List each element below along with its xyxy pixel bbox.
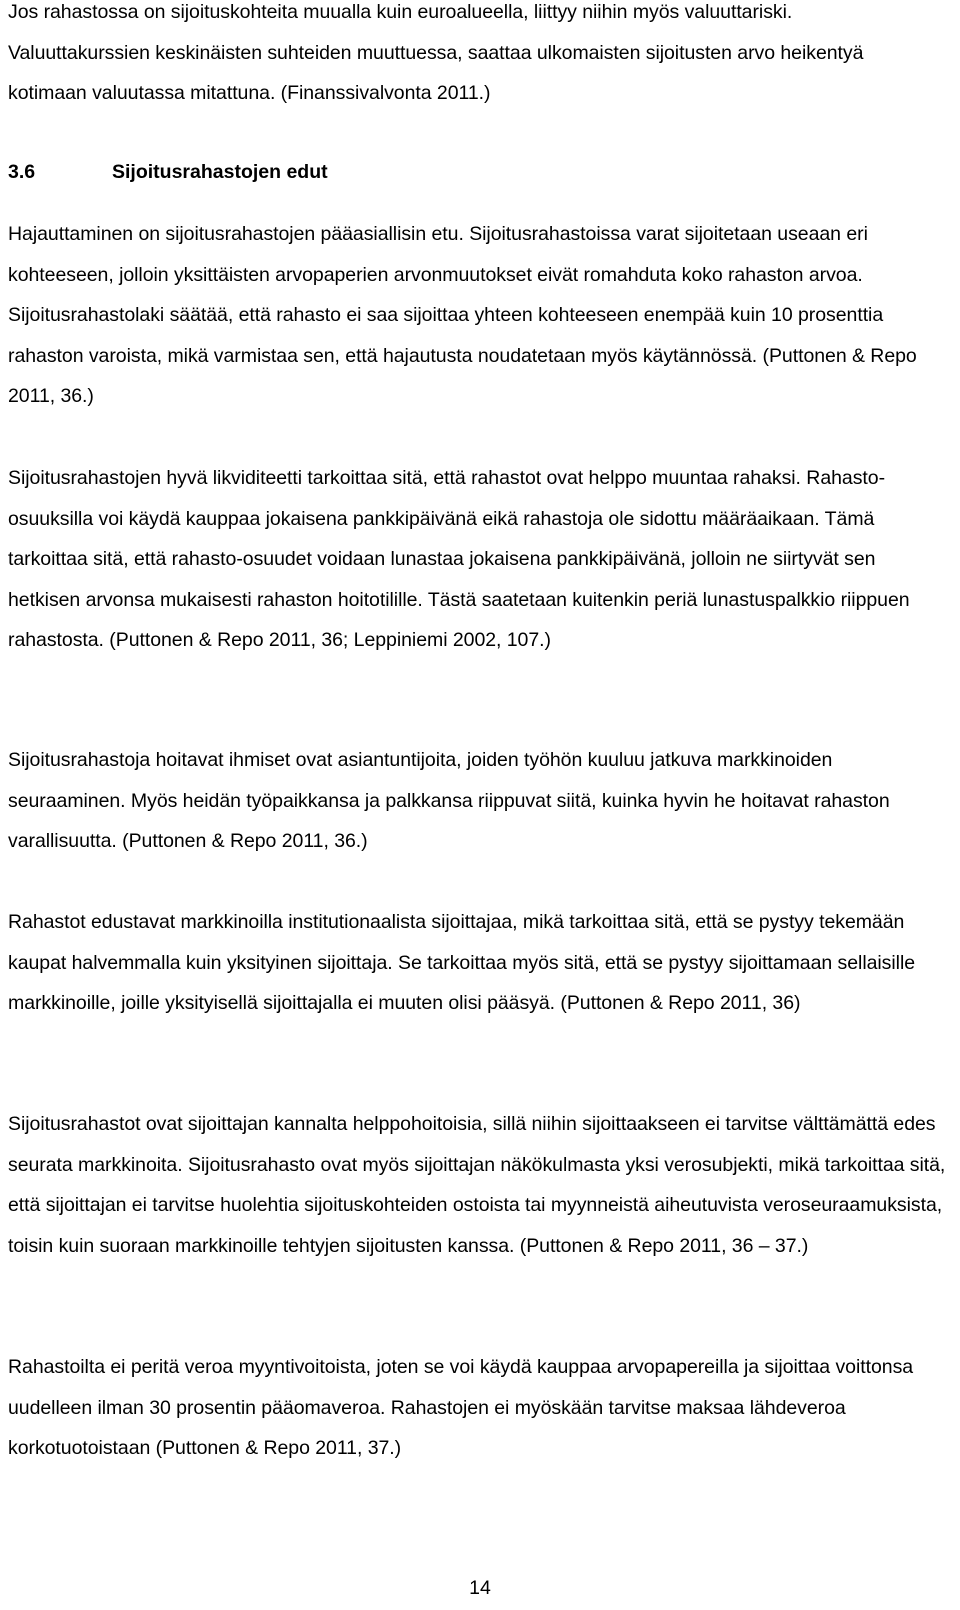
paragraph-ease-of-use: Sijoitusrahastot ovat sijoittajan kannalta helppohoitoisia, sillä niihin sijoittaakseen ei tarvitse välttämättä edes seurata markkinoita. Sijoitusrahasto ovat myös sijoittajan näkökulmasta yksi verosubjekti, mikä tarkoittaa sitä, että sijoittajan ei tarvitse huolehtia sijoituskohteiden ostoista tai myynneistä aiheutuvista veroseuraamuksista, toisin kuin suoraan markkinoille tehtyjen sijoitusten kanssa. (Puttonen & Repo 2011, 36 – 37.) [8, 1113, 946, 1257]
intro-paragraph: Jos rahastossa on sijoituskohteita muualla kuin euroalueella, liittyy niihin myös valuuttariski. Valuuttakurssien keskinäisten suhteiden muuttuessa, saattaa ulkomaisten sijoitusten arvo heikentyä kotimaan valuutassa mitattuna. (Finanssivalvonta 2011.) [8, 1, 864, 104]
page-number: 14 [469, 1577, 491, 1599]
paragraph-institutional-investor: Rahastot edustavat markkinoilla institutionaalista sijoittajaa, mikä tarkoittaa sitä, että se pystyy tekemään kaupat halvemmalla kuin yksityinen sijoittaja. Se tarkoittaa myös sitä, että se pystyy sijoittamaan sellaisille markkinoille, joille yksityisellä sijoittajalla ei muuten olisi pääsyä. (Puttonen & Repo 2011, 36) [8, 911, 916, 1014]
section-heading [8, 152, 328, 192]
paragraph-expert-management: Sijoitusrahastoja hoitavat ihmiset ovat asiantuntijoita, joiden työhön kuuluu jatkuva markkinoiden seuraaminen. Myös heidän työpaikkansa ja palkkansa riippuvat siitä, kuinka hyvin he hoitavat rahaston varallisuutta. (Puttonen & Repo 2011, 36.) [8, 749, 890, 852]
paragraph-diversification: Hajauttaminen on sijoitusrahastojen pääasiallisin etu. Sijoitusrahastoissa varat sijoitetaan useaan eri kohteeseen, jolloin yksittäisten arvopaperien arvonmuutokset eivät romahduta koko rahaston arvoa. Sijoitusrahastolaki säätää, että rahasto ei saa sijoittaa yhteen kohteeseen enempää kuin 10 prosenttia rahaston varoista, mikä varmistaa sen, että hajautusta noudatetaan myös käytännössä. (Puttonen & Repo 2011, 36.) [8, 223, 917, 407]
paragraph-liquidity: Sijoitusrahastojen hyvä likviditeetti tarkoittaa sitä, että rahastot ovat helppo muuntaa rahaksi. Rahasto-osuuksilla voi käydä kauppaa jokaisena pankkipäivänä eikä rahastoja ole sidottu määräaikaan. Tämä tarkoittaa sitä, että rahasto-osuudet voidaan lunastaa jokaisena pankkipäivänä, jolloin ne siirtyvät sen hetkisen arvonsa mukaisesti rahaston hoitotilille. Tästä saatetaan kuitenkin periä lunastuspalkkio riippuen rahastosta. (Puttonen & Repo 2011, 36; Leppiniemi 2002, 107.) [8, 467, 910, 651]
section-title: Sijoitusrahastojen edut [112, 161, 328, 183]
section-number: 3.6 [8, 161, 36, 183]
paragraph-taxation: Rahastoilta ei peritä veroa myyntivoitoista, joten se voi käydä kauppaa arvopapereilla ja sijoittaa voittonsa uudelleen ilman 30 prosentin pääomaveroa. Rahastojen ei myöskään tarvitse maksaa lähdeveroa korkotuotoistaan (Puttonen & Repo 2011, 37.) [8, 1356, 914, 1459]
